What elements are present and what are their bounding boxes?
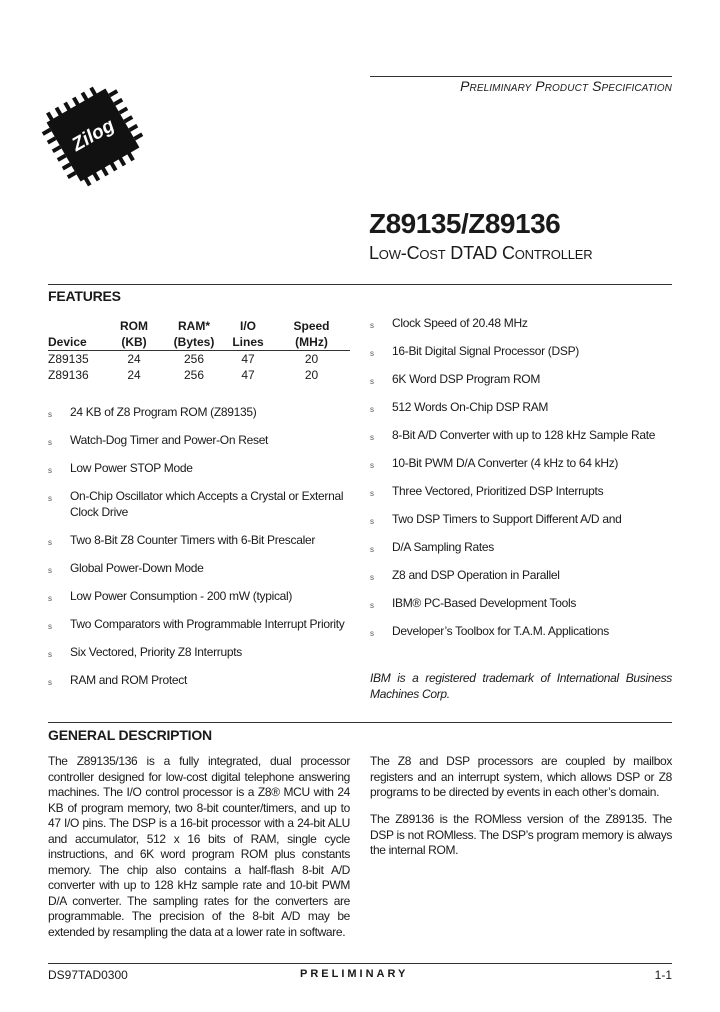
list-item: s Two 8-Bit Z8 Counter Timers with 6-Bit Prescaler — [48, 533, 316, 547]
list-item: s Two DSP Timers to Support Different A/D and — [370, 512, 622, 526]
cell-ram: 256 — [183, 352, 205, 366]
cell-device: Z89135 — [48, 352, 89, 366]
list-item: s RAM and ROM Protect — [48, 673, 188, 687]
document-number: DS97TAD0300 — [48, 968, 128, 982]
cell-rom: 24 — [127, 368, 141, 382]
spec-title: Preliminary Product Specification — [460, 78, 672, 94]
list-item: s 10-Bit PWM D/A Converter (4 kHz to 64 kHz) — [370, 456, 619, 470]
zilog-logo — [38, 70, 148, 200]
list-item: s Watch-Dog Timer and Power-On Reset — [48, 433, 269, 447]
list-item: s Clock Speed of 20.48 MHz — [370, 316, 528, 330]
table-header-row — [48, 318, 350, 351]
features-list-left — [48, 404, 352, 700]
list-item: s 8-Bit A/D Converter with up to 128 kHz Sample Rate — [370, 428, 656, 442]
list-item: s Global Power-Down Mode — [48, 561, 204, 575]
list-item: s 512 Words On-Chip DSP RAM — [370, 400, 549, 414]
cell-io: 47 — [241, 352, 255, 366]
list-item: s Two Comparators with Programmable Interrupt Priority — [48, 617, 345, 631]
list-item: s D/A Sampling Rates — [370, 540, 494, 554]
general-description-heading: GENERAL DESCRIPTION — [48, 727, 212, 743]
list-item: s Developer’s Toolbox for T.A.M. Applications — [370, 624, 610, 638]
header-rule — [370, 76, 672, 77]
general-description-right-paragraph-2: The Z89136 is the ROMless version of the Z89135. The DSP is not ROMless. The DSP’s program memory is always the internal ROM. — [370, 812, 672, 857]
part-subtitle: Low-Cost DTAD Controller — [369, 243, 593, 263]
features-rule — [48, 284, 672, 285]
features-heading: FEATURES — [48, 288, 121, 304]
features-list-right — [370, 315, 672, 651]
col-header-ram: RAM* (Bytes) — [173, 319, 215, 349]
col-header-io: I/O Lines — [232, 319, 264, 349]
table-row — [48, 367, 350, 383]
device-comparison-table — [48, 318, 350, 383]
general-description-right-paragraph-1: The Z8 and DSP processors are coupled by mailbox registers and an interrupt system, which allows DSP or Z8 programs to be directed by events in each other’s domain. — [370, 754, 672, 799]
list-item: s 16-Bit Digital Signal Processor (DSP) — [370, 344, 579, 358]
list-item: s Three Vectored, Prioritized DSP Interrupts — [370, 484, 604, 498]
list-item: s Six Vectored, Priority Z8 Interrupts — [48, 645, 242, 659]
preliminary-label: PRELIMINARY — [300, 968, 409, 980]
list-item: s Low Power STOP Mode — [48, 461, 193, 475]
footer-rule — [48, 963, 672, 964]
list-item: s Low Power Consumption - 200 mW (typical) — [48, 589, 293, 603]
cell-io: 47 — [241, 368, 255, 382]
cell-speed: 20 — [304, 352, 319, 366]
col-header-speed: Speed (MHz) — [293, 319, 330, 349]
list-item: s IBM® PC-Based Development Tools — [370, 596, 577, 610]
part-number-title: Z89135/Z89136 — [369, 208, 561, 239]
col-header-device: Device — [48, 335, 87, 349]
list-item: s On-Chip Oscillator which Accepts a Crystal or External Clock Drive — [48, 489, 344, 519]
list-item: s 24 KB of Z8 Program ROM (Z89135) — [48, 405, 257, 419]
cell-ram: 256 — [183, 368, 205, 382]
page-number: 1-1 — [654, 968, 672, 982]
col-header-rom: ROM (KB) — [120, 319, 148, 349]
list-item: s Z8 and DSP Operation in Parallel — [370, 568, 560, 582]
general-description-left-paragraph: The Z89135/136 is a fully integrated, dual processor controller designed for low-cost digital telephone answering machines. The I/O control processor is a Z8® MCU with 24 KB of program memory, two 8-bit counter/timers, and up to 47 I/O pins. The DSP is a 16-bit processor with a 24-bit ALU and accumulator, 512 x 16 bits of RAM, single cycle instructions, and 6K word program ROM plus constants memory. The chip also contains a half-flash 8-bit A/D converter with up to 128 kHz sample rate and 10-bit PWM D/A converter. The sampling rates for the converters are programmable. The precision of the 8-bit A/D may be extended by resampling the data at a lower rate in software. — [48, 754, 350, 939]
table-row — [48, 351, 350, 368]
cell-speed: 20 — [304, 368, 319, 382]
general-description-rule — [48, 722, 672, 723]
cell-device: Z89136 — [48, 368, 89, 382]
cell-rom: 24 — [127, 352, 141, 366]
trademark-note: IBM is a registered trademark of International Business Machines Corp. — [370, 671, 672, 701]
logo-text: Zilog — [68, 114, 119, 156]
list-item: s 6K Word DSP Program ROM — [370, 372, 541, 386]
